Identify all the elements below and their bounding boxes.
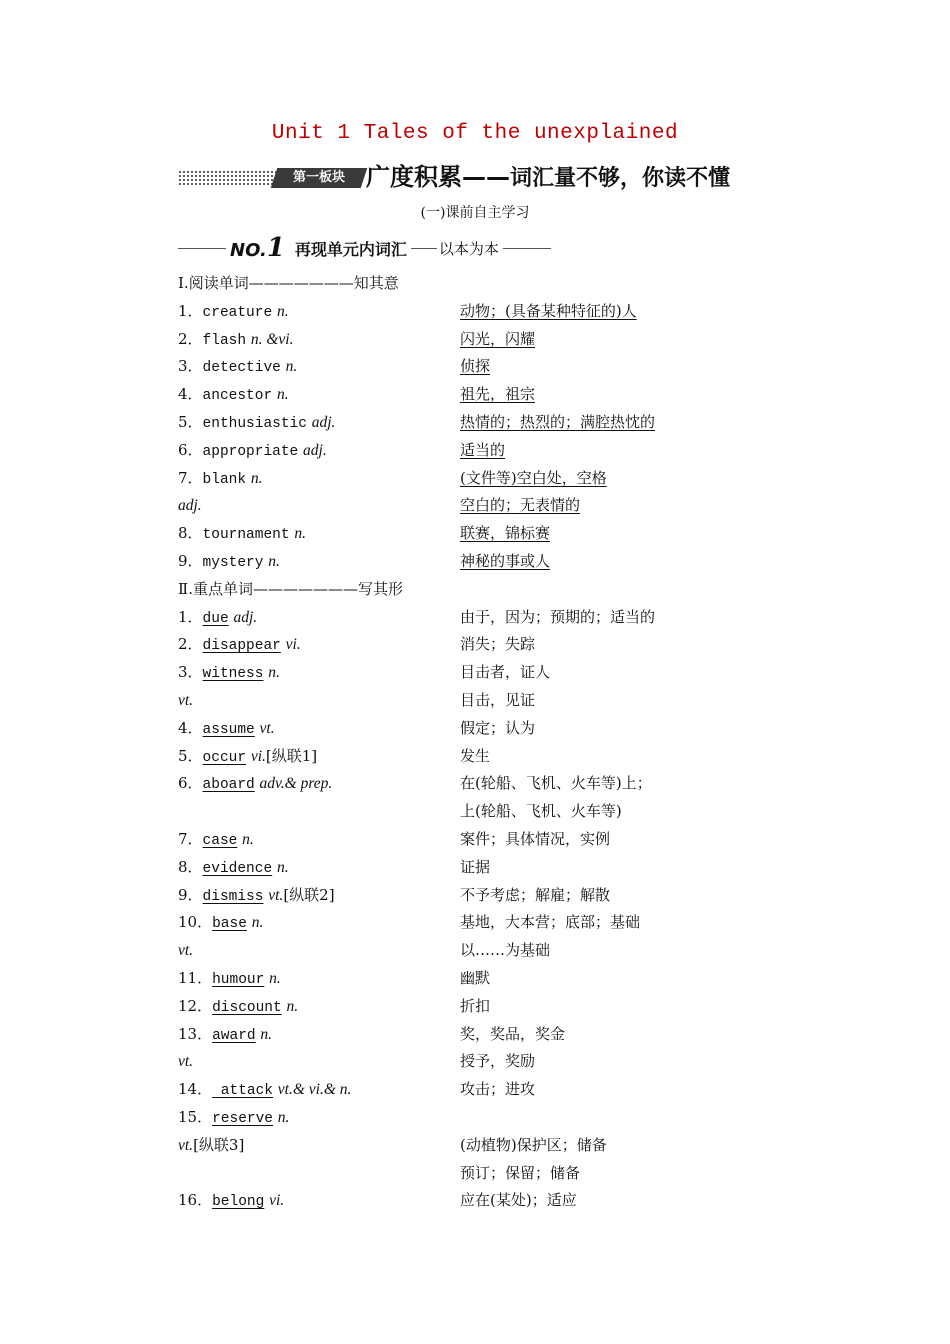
part-of-speech: n. bbox=[276, 858, 289, 876]
vocab-term bbox=[178, 298, 289, 328]
item-number: 16． bbox=[178, 1191, 213, 1210]
part-of-speech: adj. bbox=[303, 441, 327, 459]
item-number: 3． bbox=[178, 663, 203, 682]
vocab-row bbox=[178, 909, 778, 937]
vocab-word: due bbox=[202, 610, 229, 627]
item-number: 4． bbox=[178, 718, 203, 737]
vocab-meaning: 上(轮船、飞机、火车等) bbox=[460, 802, 622, 821]
vocab-word: detective bbox=[202, 360, 281, 377]
part-of-speech: n. bbox=[242, 830, 254, 848]
vocab-word: award bbox=[212, 1027, 256, 1044]
vocab-row bbox=[178, 353, 778, 381]
part-of-speech: n. bbox=[276, 302, 289, 320]
vocab-row bbox=[178, 437, 778, 465]
section-header-text: Ⅰ.阅读单词———————知其意 bbox=[178, 274, 399, 292]
vocab-term bbox=[178, 409, 335, 439]
vocab-term bbox=[178, 548, 280, 578]
vocab-row bbox=[178, 604, 778, 632]
part-of-speech: vt. bbox=[178, 942, 194, 960]
part-of-speech: n. bbox=[277, 1108, 290, 1126]
list-section-header bbox=[178, 576, 778, 604]
vocab-term bbox=[178, 1132, 244, 1160]
part-of-speech: adj. bbox=[178, 497, 202, 515]
vocab-term bbox=[178, 715, 275, 745]
vocab-row bbox=[178, 492, 778, 520]
vocab-term bbox=[178, 604, 257, 634]
item-number: 5． bbox=[178, 412, 203, 431]
vocab-term bbox=[178, 1104, 289, 1134]
subtitle: (一)课前自主学习 bbox=[420, 205, 530, 221]
vocab-meaning: 发生 bbox=[460, 746, 491, 765]
part-of-speech: n. bbox=[260, 1025, 273, 1043]
vocab-meaning: 折扣 bbox=[460, 996, 491, 1015]
vocab-term bbox=[178, 993, 298, 1023]
dotted-decoration bbox=[178, 170, 276, 186]
part-of-speech: vt.& vi.& n. bbox=[277, 1081, 352, 1099]
vocabulary-list bbox=[178, 270, 778, 1215]
vocab-meaning: 案件；具体情况，实例 bbox=[460, 829, 611, 848]
vocab-meaning: 攻击；进攻 bbox=[460, 1080, 536, 1099]
vocab-meaning: 预订；保留；储备 bbox=[460, 1163, 581, 1182]
vocab-term bbox=[178, 743, 317, 773]
part-of-speech: adj. bbox=[311, 413, 336, 431]
vocab-row bbox=[178, 659, 778, 687]
vocab-meaning: 目击者，证人 bbox=[460, 663, 551, 682]
vocab-row bbox=[178, 854, 778, 882]
item-number: 6． bbox=[178, 440, 203, 459]
vocab-term bbox=[178, 520, 306, 550]
vocab-meaning: (动植物)保护区；储备 bbox=[460, 1135, 607, 1154]
vocab-row bbox=[178, 798, 778, 826]
vocab-row bbox=[178, 1187, 778, 1215]
vocab-word: belong bbox=[212, 1194, 265, 1211]
vocab-row bbox=[178, 965, 778, 993]
vocab-term bbox=[178, 631, 301, 661]
vocab-row bbox=[178, 770, 778, 798]
vocab-row bbox=[178, 1021, 778, 1049]
vocab-row bbox=[178, 465, 778, 493]
item-number: 2． bbox=[178, 329, 203, 348]
vocab-row bbox=[178, 548, 778, 576]
vocab-row bbox=[178, 882, 778, 910]
vocab-word: discount bbox=[212, 999, 282, 1016]
vocab-word: disappear bbox=[202, 638, 281, 655]
vocab-meaning: 假定；认为 bbox=[460, 718, 536, 737]
vocab-word: enthusiastic bbox=[202, 415, 307, 432]
vocab-term bbox=[178, 326, 293, 356]
vocab-word: evidence bbox=[202, 860, 273, 877]
part-of-speech: n. bbox=[285, 358, 298, 376]
vocab-meaning: 消失；失踪 bbox=[460, 635, 536, 654]
vocab-row bbox=[178, 1104, 778, 1132]
vocab-term bbox=[178, 854, 289, 884]
banner-tag-label: 第一板块 bbox=[292, 170, 345, 185]
part-of-speech: vt. bbox=[268, 886, 284, 904]
item-number: 9． bbox=[178, 551, 203, 570]
vocab-term bbox=[178, 437, 327, 467]
banner-heading bbox=[366, 160, 730, 196]
item-number: 3． bbox=[178, 357, 203, 376]
vocab-term bbox=[178, 1076, 351, 1106]
part-of-speech: n. bbox=[276, 386, 289, 404]
part-of-speech: adj. bbox=[233, 608, 258, 626]
vocab-meaning: 适当的 bbox=[460, 440, 506, 459]
part-of-speech: vi. bbox=[269, 1192, 285, 1210]
vocab-meaning: 目击，见证 bbox=[460, 690, 536, 709]
vocab-meaning: 在(轮船、飞机、火车等)上； bbox=[460, 774, 652, 793]
vocab-meaning: (文件等)空白处，空格 bbox=[460, 468, 607, 487]
vocab-word: case bbox=[202, 832, 238, 849]
vocab-meaning: 应在(某处)；适应 bbox=[460, 1191, 577, 1210]
vocab-meaning: 幽默 bbox=[460, 968, 491, 987]
vocab-meaning: 证据 bbox=[460, 857, 491, 876]
part-of-speech: n. bbox=[268, 552, 280, 570]
item-number: 8． bbox=[178, 857, 203, 876]
vocab-meaning: 空白的；无表情的 bbox=[460, 496, 581, 515]
cross-reference: [纵联2] bbox=[283, 885, 335, 904]
vocab-row bbox=[178, 826, 778, 854]
vocab-meaning: 祖先，祖宗 bbox=[460, 385, 536, 404]
vocab-row bbox=[178, 1160, 778, 1188]
item-number: 11． bbox=[178, 968, 213, 987]
vocab-word: humour bbox=[212, 971, 265, 988]
vocab-word: blank bbox=[202, 471, 247, 488]
cross-reference: [纵联3] bbox=[193, 1135, 245, 1154]
vocab-word: appropriate bbox=[202, 443, 299, 460]
cross-reference: [纵联1] bbox=[265, 746, 318, 765]
part-of-speech: vi. bbox=[285, 636, 301, 654]
vocab-term bbox=[178, 882, 335, 912]
vocab-word: dismiss bbox=[202, 888, 264, 905]
part-of-speech: n. bbox=[250, 469, 263, 487]
vocab-word: mystery bbox=[202, 554, 264, 571]
vocab-meaning: 闪光，闪耀 bbox=[460, 329, 536, 348]
vocab-row bbox=[178, 937, 778, 965]
vocab-row bbox=[178, 1132, 778, 1160]
banner-heading-main: 广度积累 bbox=[366, 163, 462, 191]
banner-dash: —— bbox=[462, 163, 510, 191]
vocab-word: base bbox=[212, 916, 247, 933]
vocab-meaning: 由于，因为；预期的；适当的 bbox=[460, 607, 656, 626]
item-number: 1． bbox=[178, 301, 203, 320]
part-of-speech: vt. bbox=[178, 1053, 194, 1071]
vocab-word: flash bbox=[202, 332, 247, 349]
vocab-term bbox=[178, 1021, 272, 1051]
section-title: 再现单元内词汇 bbox=[294, 239, 407, 259]
part-of-speech: vt. bbox=[178, 1136, 194, 1154]
part-of-speech: vt. bbox=[178, 691, 194, 709]
vocab-meaning: 不予考虑；解雇；解散 bbox=[460, 885, 611, 904]
vocab-term bbox=[178, 492, 202, 520]
item-number: 1． bbox=[178, 607, 203, 626]
vocab-row bbox=[178, 326, 778, 354]
vocab-term bbox=[178, 659, 280, 689]
vocab-word: occur bbox=[202, 749, 247, 766]
vocab-term bbox=[178, 909, 263, 939]
item-number: 2． bbox=[178, 635, 203, 654]
vocab-row bbox=[178, 715, 778, 743]
vocab-word: ancestor bbox=[202, 388, 273, 405]
part-of-speech: n. &vi. bbox=[250, 330, 294, 348]
vocab-row bbox=[178, 993, 778, 1021]
vocab-row bbox=[178, 687, 778, 715]
vocab-word: attack bbox=[212, 1083, 274, 1100]
vocab-meaning: 神秘的事或人 bbox=[460, 551, 551, 570]
vocab-row bbox=[178, 298, 778, 326]
vocab-meaning: 动物；(具备某种特征的)人 bbox=[460, 301, 637, 320]
vocab-row bbox=[178, 409, 778, 437]
part-of-speech: n. bbox=[268, 664, 280, 682]
section-number bbox=[230, 233, 285, 263]
section-number-value: 1 bbox=[266, 233, 285, 263]
part-of-speech: vt. bbox=[259, 719, 275, 737]
banner-tag bbox=[271, 168, 367, 188]
vocab-word: tournament bbox=[202, 527, 290, 544]
item-number: 10． bbox=[178, 913, 213, 932]
vocab-word: assume bbox=[202, 721, 255, 738]
vocab-meaning: 侦探 bbox=[460, 357, 491, 376]
vocab-term bbox=[178, 1048, 193, 1076]
item-number: 8． bbox=[178, 524, 203, 543]
item-number: 14． bbox=[178, 1080, 213, 1099]
vocab-term bbox=[178, 465, 262, 495]
list-section-header bbox=[178, 270, 778, 298]
vocab-word: witness bbox=[202, 666, 264, 683]
vocab-meaning: 以……为基础 bbox=[460, 941, 551, 960]
banner-heading-sub: 词汇量不够，你读不懂 bbox=[510, 166, 731, 191]
vocab-row bbox=[178, 1048, 778, 1076]
section-tagline: 以本为本 bbox=[438, 239, 499, 258]
item-number: 4． bbox=[178, 385, 203, 404]
section-banner bbox=[178, 160, 778, 194]
section-number-prefix: NO. bbox=[230, 240, 267, 261]
divider-line bbox=[411, 248, 437, 249]
vocab-term bbox=[178, 1187, 284, 1217]
vocab-row bbox=[178, 520, 778, 548]
divider-line bbox=[178, 248, 226, 249]
part-of-speech: n. bbox=[269, 969, 281, 987]
part-of-speech: n. bbox=[294, 525, 306, 543]
part-of-speech: n. bbox=[251, 914, 264, 932]
section-header-text: Ⅱ.重点单词———————写其形 bbox=[178, 579, 403, 598]
item-number: 7． bbox=[178, 829, 203, 848]
item-number: 15． bbox=[178, 1107, 213, 1126]
vocab-term bbox=[178, 826, 254, 856]
vocab-row bbox=[178, 743, 778, 771]
unit-title: Unit 1 Tales of the unexplained bbox=[271, 122, 679, 145]
vocab-meaning: 联赛，锦标赛 bbox=[460, 524, 551, 543]
item-number: 9． bbox=[178, 885, 203, 904]
section-heading bbox=[178, 234, 551, 262]
vocab-term bbox=[178, 687, 193, 715]
part-of-speech: vi. bbox=[250, 747, 266, 765]
vocab-meaning: 基地，大本营；底部；基础 bbox=[460, 913, 641, 932]
part-of-speech: n. bbox=[286, 997, 299, 1015]
vocab-term bbox=[178, 381, 289, 411]
vocab-row bbox=[178, 381, 778, 409]
vocab-term bbox=[178, 353, 297, 383]
item-number: 12． bbox=[178, 996, 213, 1015]
vocab-row bbox=[178, 631, 778, 659]
divider-line bbox=[503, 248, 551, 249]
item-number: 6． bbox=[178, 774, 203, 793]
item-number: 5． bbox=[178, 746, 203, 765]
vocab-word: creature bbox=[202, 304, 273, 321]
vocab-term bbox=[178, 770, 332, 800]
vocab-term bbox=[178, 965, 281, 995]
vocab-term bbox=[178, 937, 193, 965]
vocab-row bbox=[178, 1076, 778, 1104]
part-of-speech: adv.& prep. bbox=[259, 775, 333, 793]
vocab-meaning: 授予，奖励 bbox=[460, 1052, 536, 1071]
vocab-meaning: 奖，奖品，奖金 bbox=[460, 1024, 566, 1043]
vocab-meaning: 热情的；热烈的；满腔热忱的 bbox=[460, 412, 656, 431]
item-number: 13． bbox=[178, 1024, 213, 1043]
vocab-word: reserve bbox=[212, 1110, 274, 1127]
item-number: 7． bbox=[178, 468, 203, 487]
vocab-word: aboard bbox=[202, 777, 255, 794]
